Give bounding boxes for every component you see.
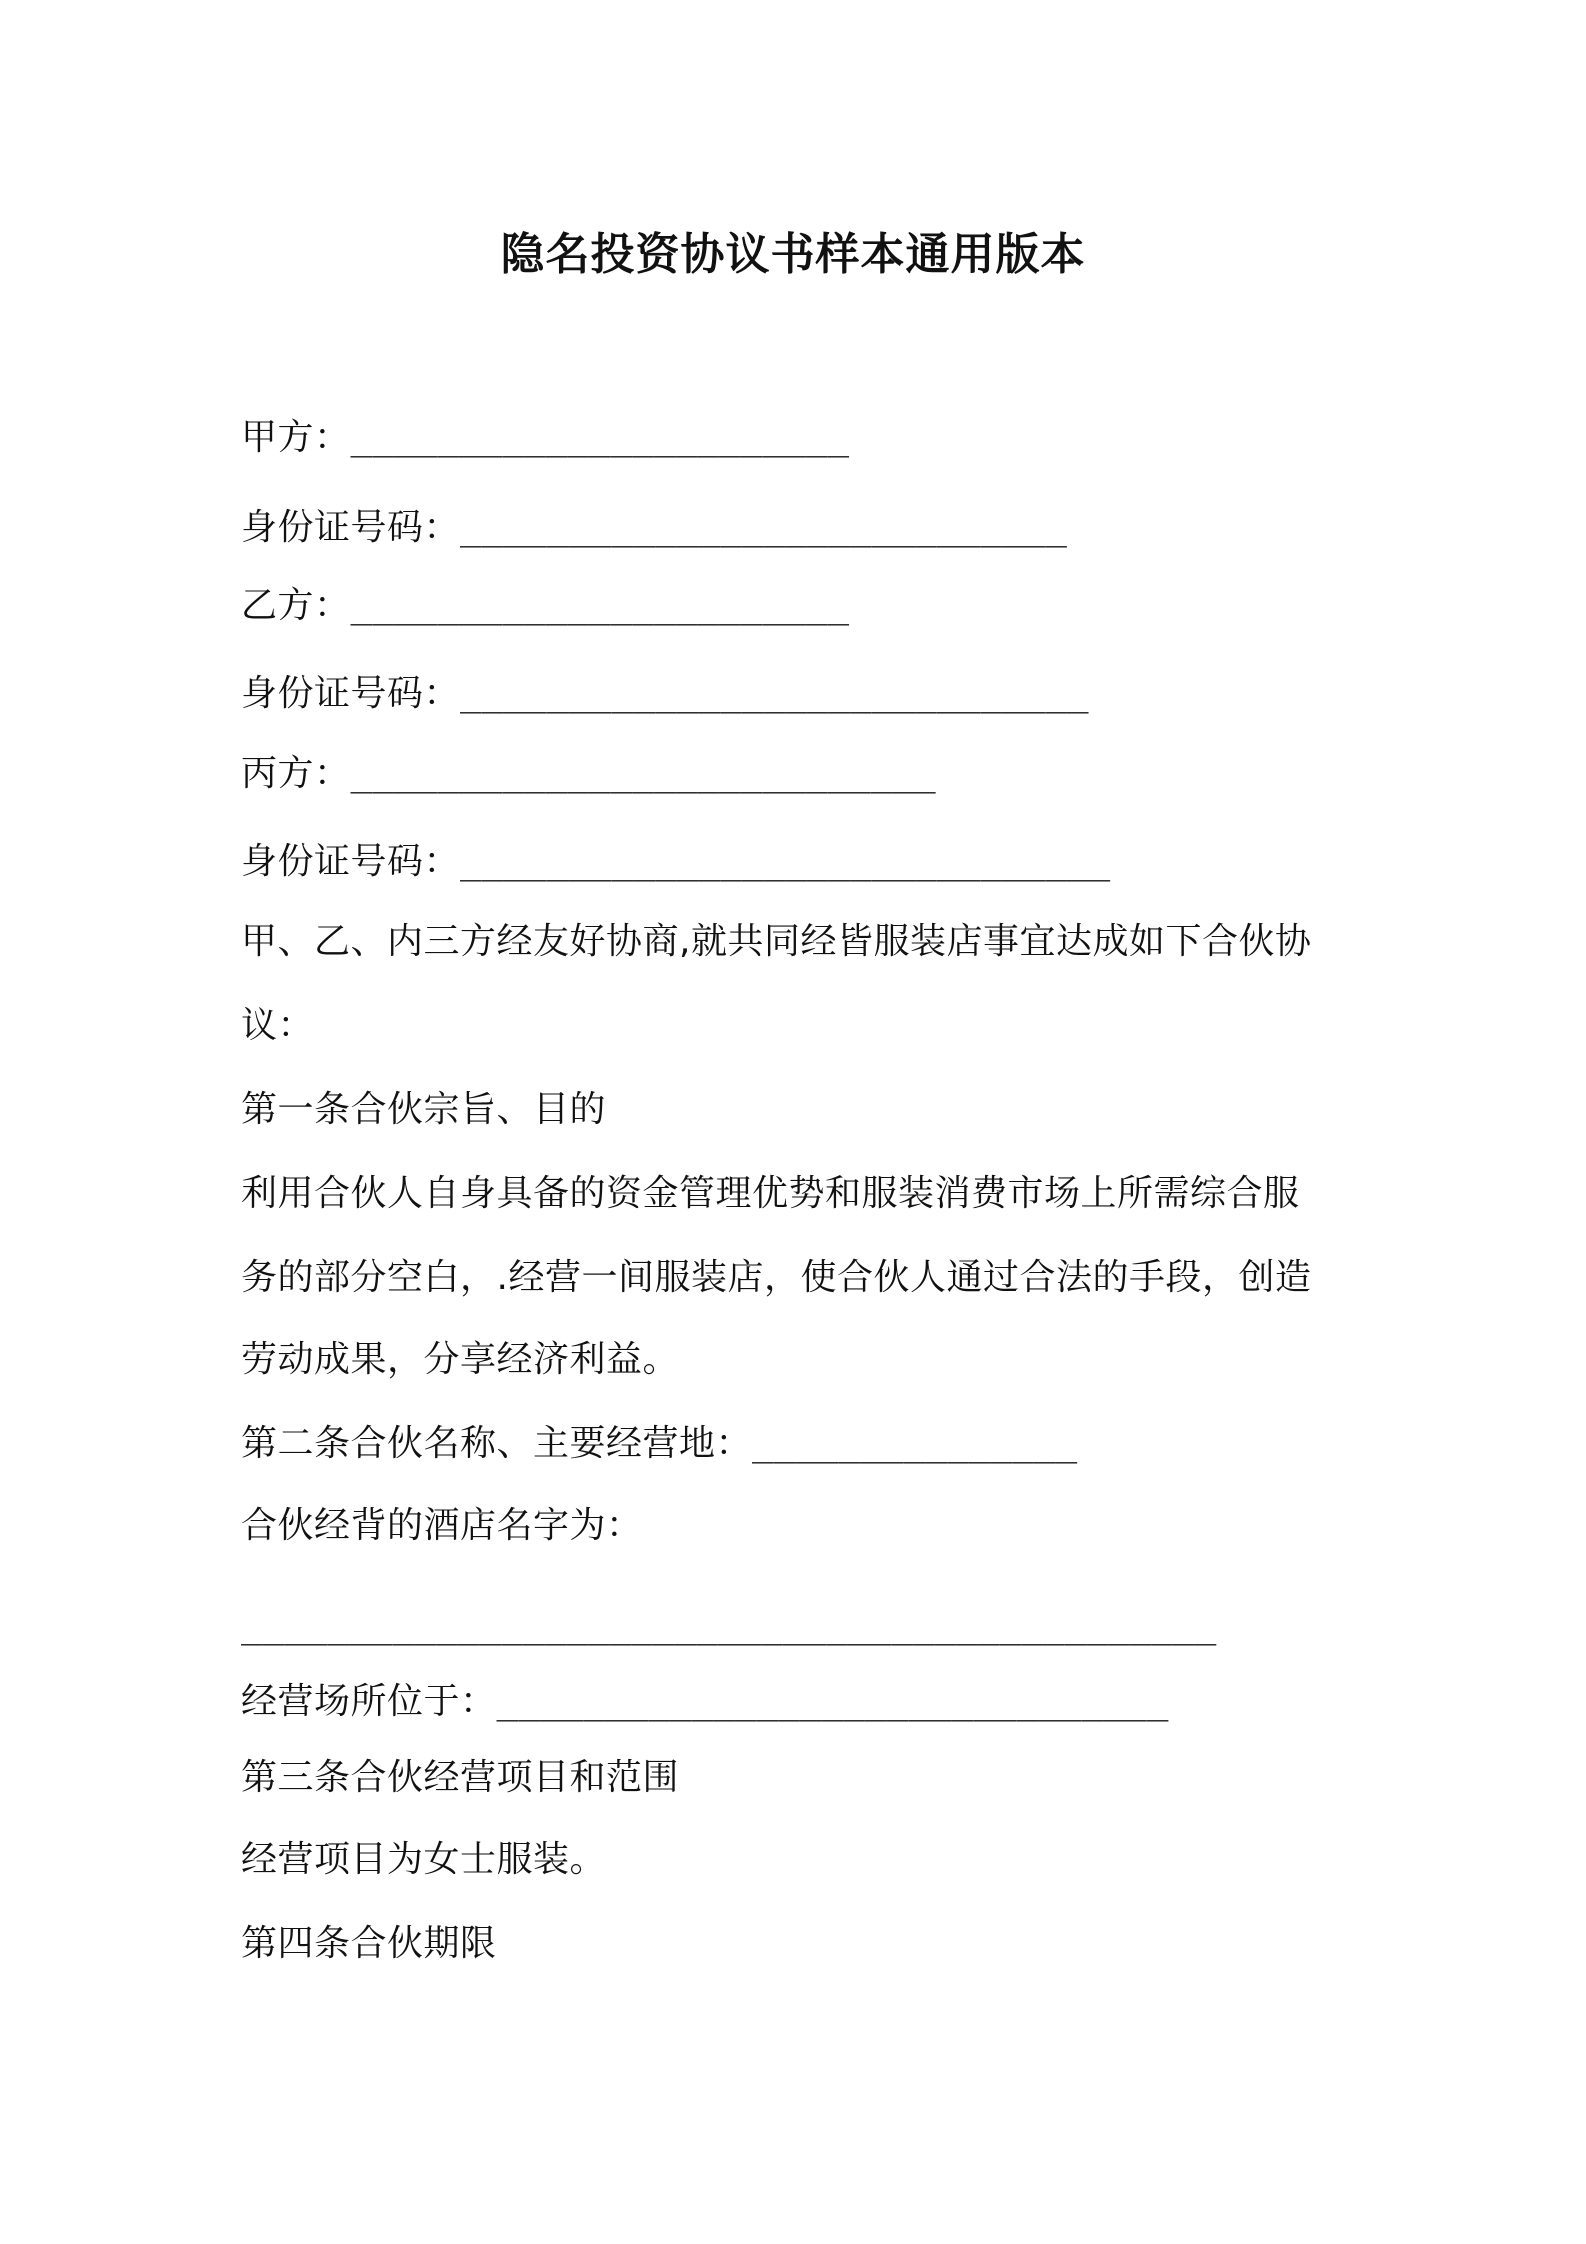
article-1-text-3: 劳动成果，分享经济利益。 bbox=[241, 1339, 680, 1380]
party-a-label: 甲方： bbox=[241, 417, 351, 458]
article-1-body-2 bbox=[241, 1254, 1311, 1302]
party-b-label: 乙方： bbox=[241, 585, 351, 626]
shop-name-blank: _____________________________________________ bbox=[241, 1605, 1217, 1646]
article-3-heading bbox=[241, 1754, 679, 1802]
article-1-heading bbox=[241, 1086, 606, 1134]
article-4-heading bbox=[241, 1920, 497, 1968]
party-a-id-label: 身份证号码： bbox=[241, 507, 461, 548]
party-a-id-blank: ____________________________ bbox=[460, 507, 1067, 548]
article-1-title: 第一条合伙宗旨、目的 bbox=[241, 1089, 607, 1130]
party-c-id-line bbox=[241, 838, 1110, 886]
party-b-id-label: 身份证号码： bbox=[241, 673, 461, 714]
party-a-line bbox=[241, 414, 849, 462]
document-title: 隐名投资协议书样本通用版本 bbox=[500, 229, 1086, 280]
shop-name-label: 合伙经背的酒店名字为： bbox=[241, 1505, 643, 1546]
party-a-id-line bbox=[241, 504, 1067, 552]
article-3-body bbox=[241, 1836, 606, 1884]
intro-line-2 bbox=[241, 1002, 314, 1050]
shop-name-blank-line bbox=[241, 1602, 1216, 1650]
party-b-blank: _______________________ bbox=[350, 585, 850, 626]
party-b-id-blank: _____________________________ bbox=[460, 673, 1089, 714]
article-1-body-3 bbox=[241, 1336, 679, 1384]
party-c-line bbox=[241, 750, 936, 798]
party-a-blank: _______________________ bbox=[350, 417, 850, 458]
intro-text-2: 议： bbox=[241, 1005, 315, 1046]
party-b-line bbox=[241, 582, 849, 630]
party-b-id-line bbox=[241, 670, 1089, 718]
article-4-title: 第四条合伙期限 bbox=[241, 1923, 497, 1964]
article-2-title: 第二条合伙名称、主要经营地： bbox=[241, 1423, 753, 1464]
party-c-id-blank: ______________________________ bbox=[460, 841, 1111, 882]
article-2-heading bbox=[241, 1420, 1077, 1468]
location-blank: _______________________________ bbox=[496, 1681, 1169, 1722]
location-label: 经营场所位于： bbox=[241, 1681, 497, 1722]
article-1-text-2: 务的部分空白，.经营一间服装店，使合伙人通过合法的手段，创造 bbox=[241, 1257, 1312, 1298]
article-2-blank: _______________ bbox=[752, 1423, 1078, 1464]
article-3-text: 经营项目为女士服装。 bbox=[241, 1839, 607, 1880]
party-c-label: 丙方： bbox=[241, 753, 351, 794]
shop-name-line bbox=[241, 1502, 643, 1550]
party-c-blank: ___________________________ bbox=[350, 753, 936, 794]
article-1-body-1 bbox=[241, 1170, 1300, 1218]
party-c-id-label: 身份证号码： bbox=[241, 841, 461, 882]
location-line bbox=[241, 1678, 1168, 1726]
article-1-text-1: 利用合伙人自身具备的资金管理优势和服装消费市场上所需综合服 bbox=[241, 1173, 1300, 1214]
intro-text-1: 甲、乙、内三方经友好协商,就共同经皆服装店事宜达成如下合伙协 bbox=[241, 921, 1312, 962]
intro-line-1 bbox=[241, 918, 1311, 966]
article-3-title: 第三条合伙经营项目和范围 bbox=[241, 1757, 680, 1798]
